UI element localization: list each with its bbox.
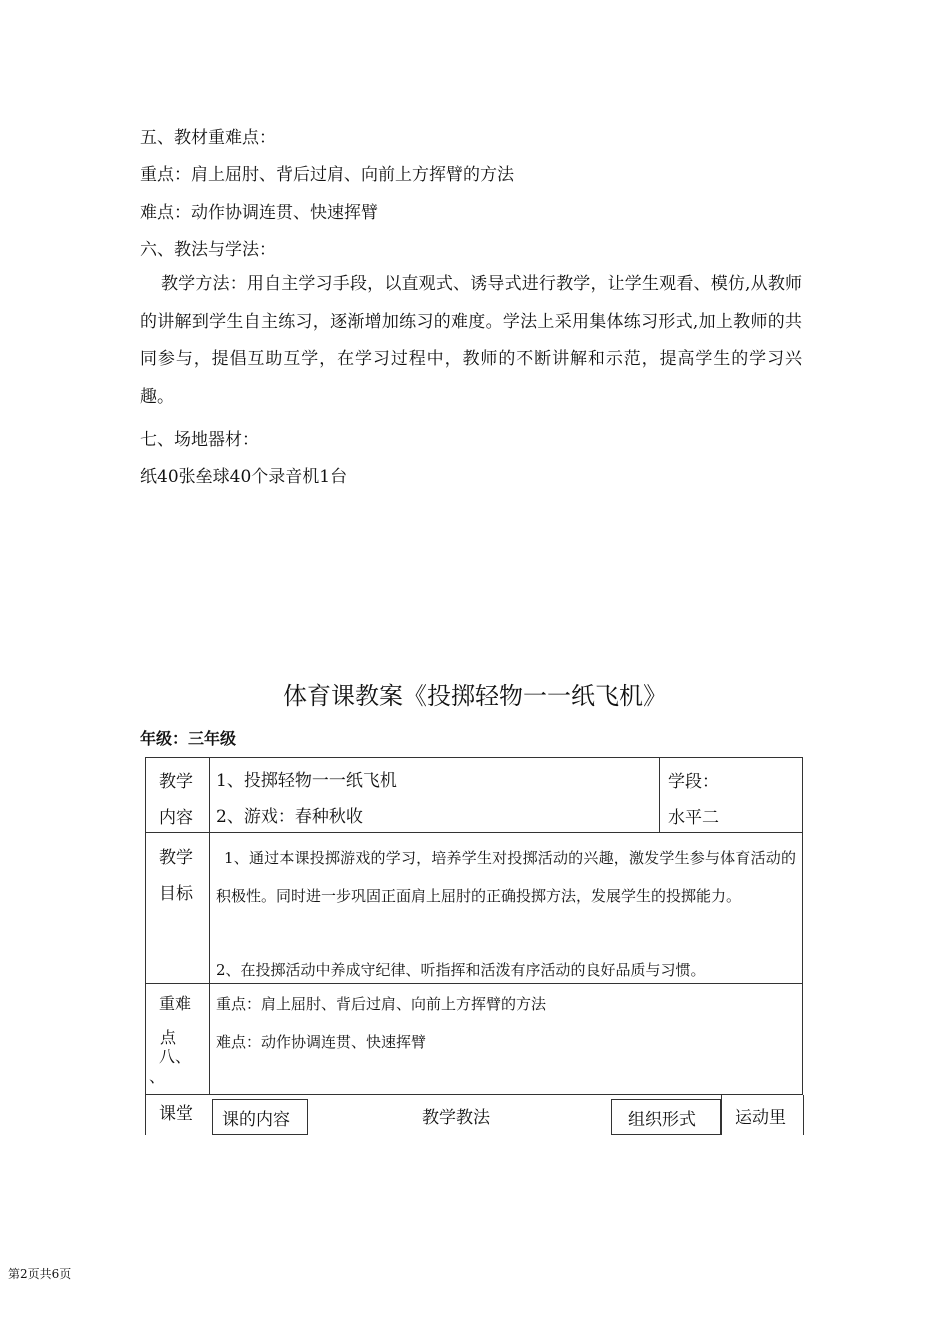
header-organization: 组织形式 — [628, 1110, 696, 1130]
key-point: 重点：肩上屈肘、背后过肩、向前上方挥臂的方法 — [216, 995, 547, 1013]
goal-label: 教学 — [159, 848, 193, 868]
key-label: 八、 — [159, 1047, 192, 1066]
key-label: 点 — [160, 1028, 177, 1047]
header-class: 课堂 — [159, 1104, 193, 1124]
section5-difficulty: 难点：动作协调连贯、快速挥臂 — [140, 203, 378, 223]
stage-value: 水平二 — [668, 808, 719, 828]
row-divider — [145, 832, 803, 833]
goal-2: 2、在投掷活动中养成守纪律、听指挥和活泼有序活动的良好品质与习惯。 — [216, 961, 706, 979]
goal-label: 目标 — [159, 884, 193, 904]
section7-body: 纸40张垒球40个录音机1台 — [140, 467, 348, 487]
section6-body: 教学方法：用自主学习手段，以直观式、诱导式进行教学，让学生观看、模仿,从教师的讲解到学生自主练习，逐渐增加练习的难度。学法上采用集体练习形式,加上教师的共同参与，提倡互助互学，在学习过程中，教师的不断讲解和示范，提高学生的学习兴趣。 — [140, 274, 802, 407]
content-item: 2、游戏：春种秋收 — [216, 807, 363, 827]
section7-heading: 七、场地器材： — [140, 430, 259, 450]
section5-key-point: 重点：肩上屈肘、背后过肩、向前上方挥臂的方法 — [140, 165, 514, 185]
stage-label: 学段： — [668, 772, 719, 792]
section6-heading: 六、教法与学法： — [140, 240, 276, 260]
lesson-title: 体育课教案《投掷轻物一一纸飞机》 — [283, 682, 667, 710]
column-divider — [209, 757, 210, 1095]
column-divider — [659, 757, 660, 832]
header-load: 运动里 — [735, 1108, 786, 1128]
header-method: 教学教法 — [422, 1108, 490, 1128]
content-item: 1、投掷轻物一一纸飞机 — [216, 771, 397, 791]
goal-1: 1、通过本课投掷游戏的学习，培养学生对投掷活动的兴趣，激发学生参与体育活动的积极性。同时进一步巩固正面肩上屈肘的正确投掷方法，发展学生的投掷能力。 — [216, 849, 796, 905]
page-footer: 第2页共6页 — [8, 1267, 72, 1281]
section5-heading: 五、教材重难点： — [140, 128, 276, 148]
grade-label: 年级：三年级 — [140, 729, 237, 748]
content-label: 教学 — [159, 772, 193, 792]
content-label: 内容 — [159, 808, 193, 828]
header-content: 课的内容 — [222, 1110, 290, 1130]
key-label: 、 — [149, 1067, 166, 1086]
key-label: 重难 — [159, 994, 192, 1013]
difficulty-point: 难点：动作协调连贯、快速挥臂 — [216, 1033, 427, 1051]
